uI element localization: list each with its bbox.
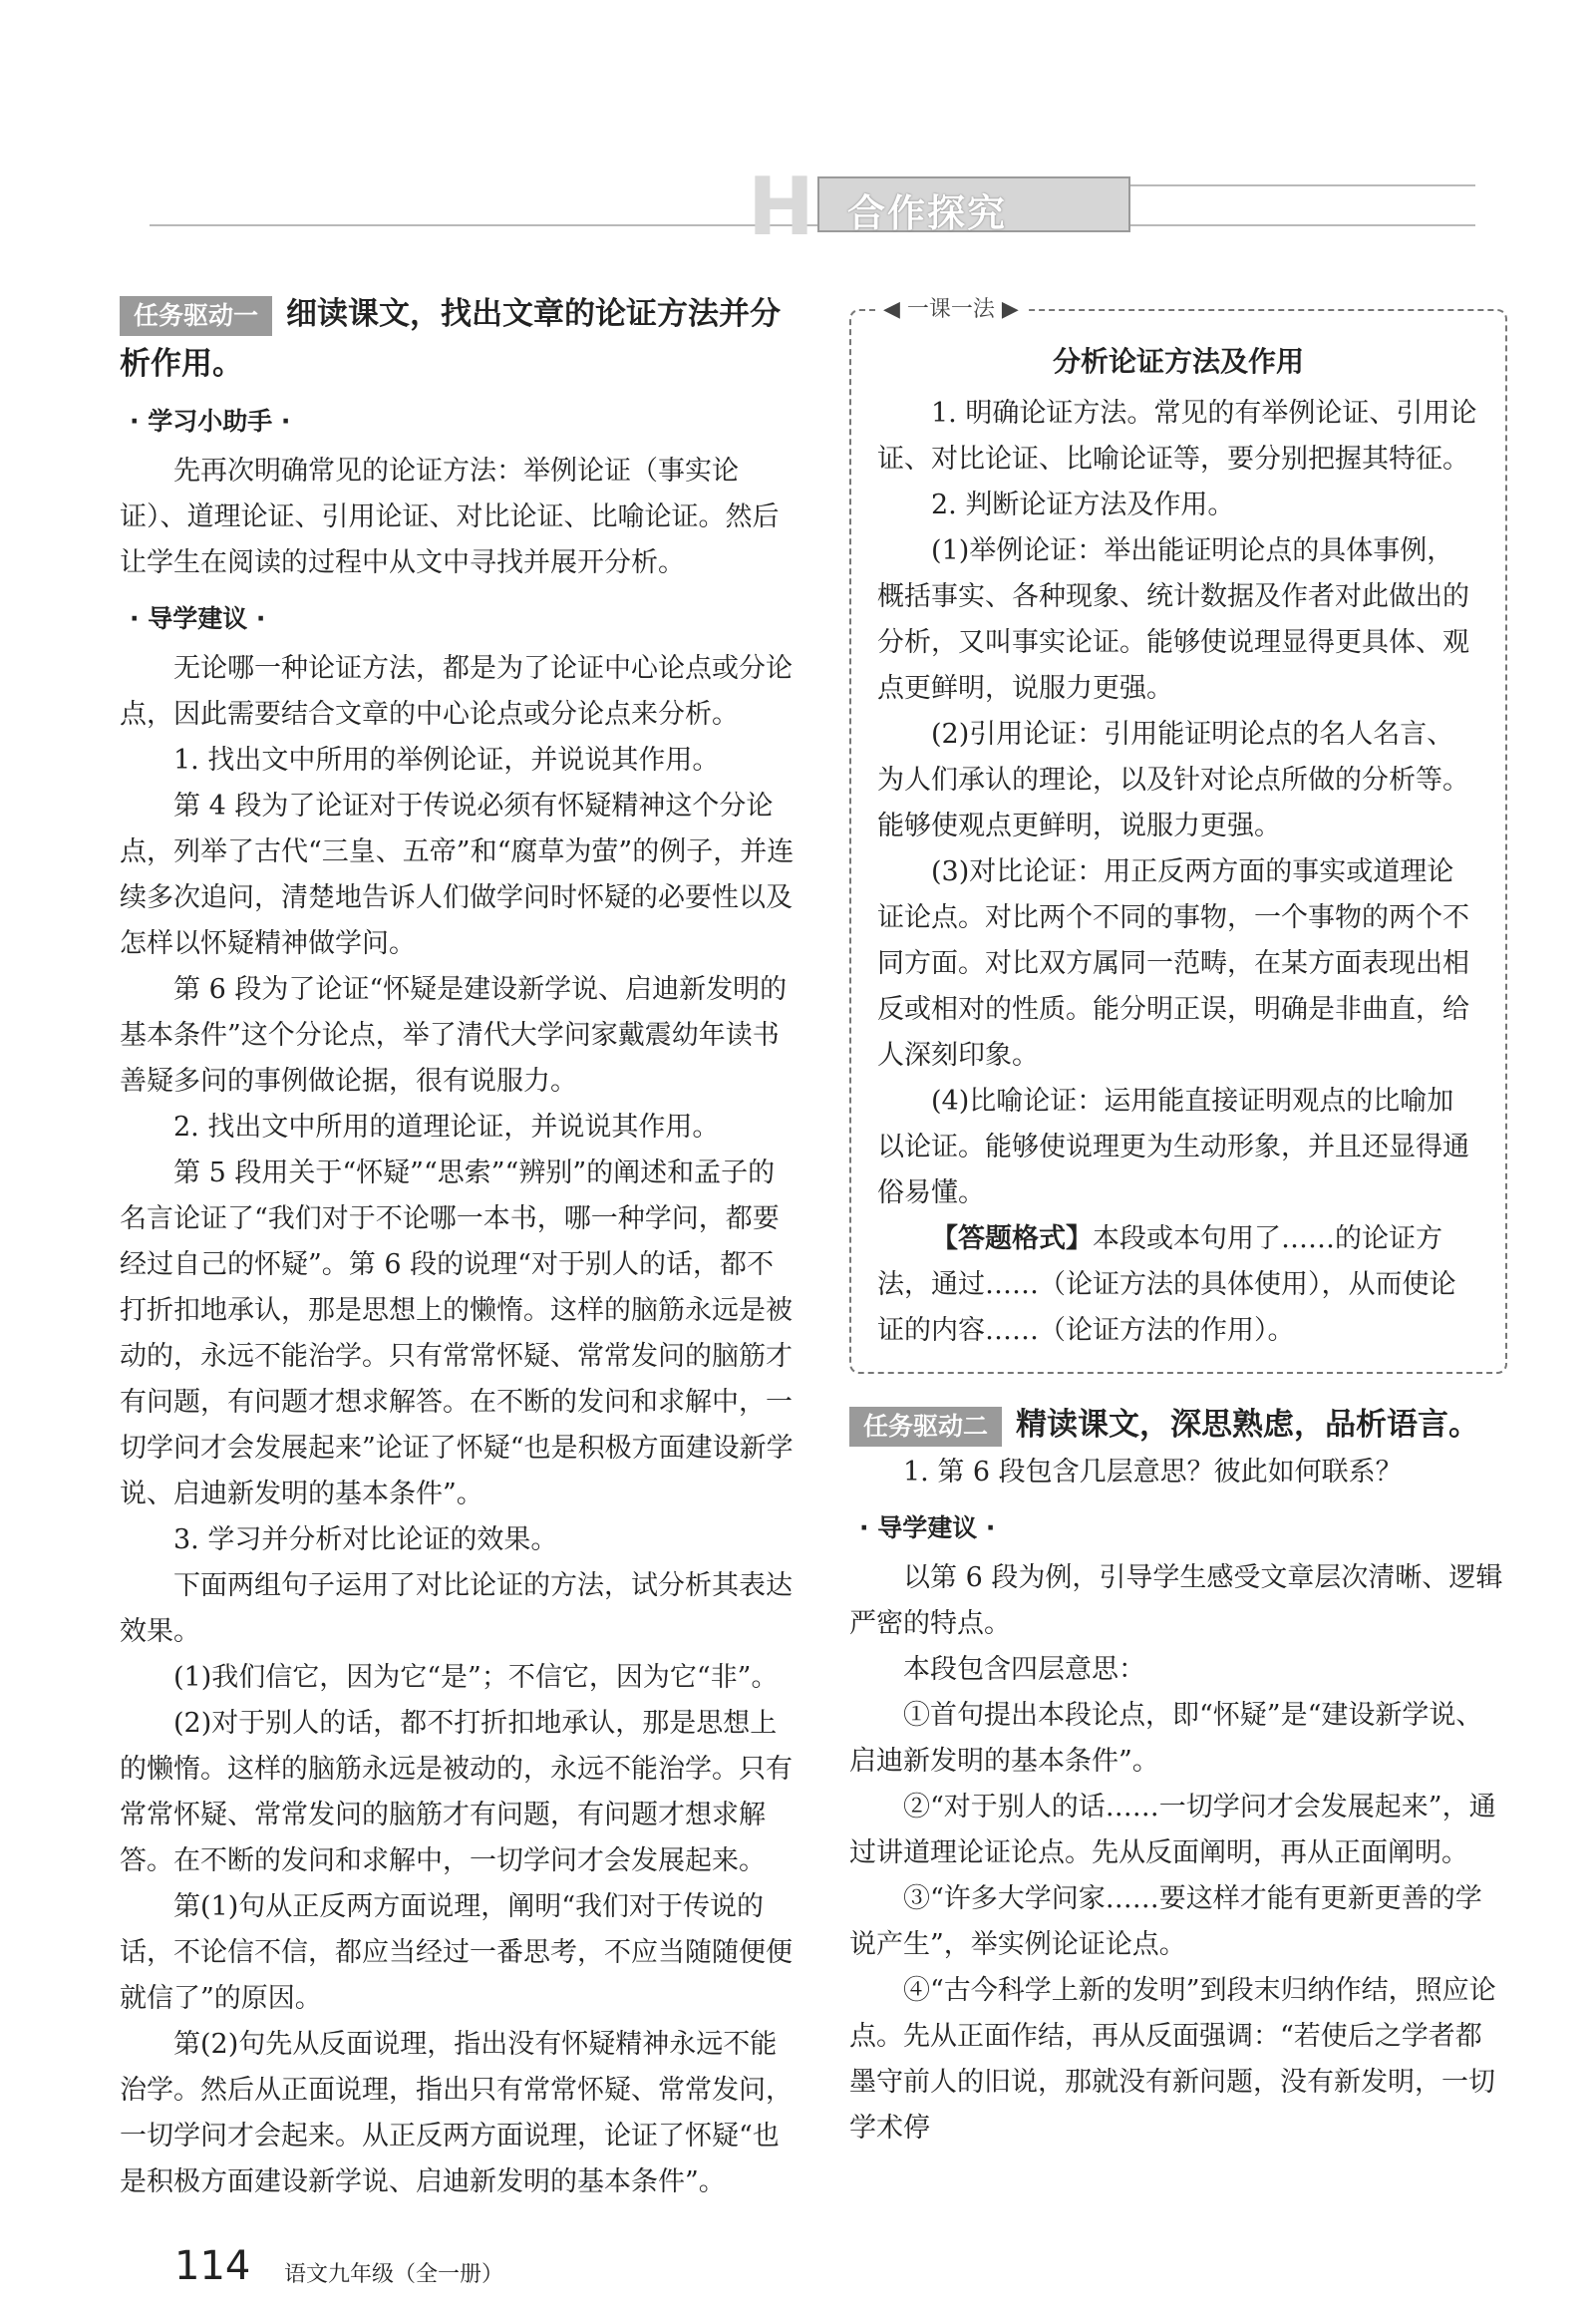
answer-1-b: 第 6 段为了论证“怀疑是建设新学说、启迪新发明的基本条件”这个分论点，举了清代大学问家戴震幼年读书善疑多问的事例做论据，很有说服力。 bbox=[120, 974, 788, 1097]
answer-3-a: 第(1)句从正反两方面说理，阐明“我们对于传说的话，不论信不信，都应当经过一番思考，不应当随随便便就信了”的原因。 bbox=[120, 1891, 793, 2014]
task2-guide-heading: · 导学建议 · bbox=[859, 1513, 996, 1542]
question-3-intro: 下面两组句子运用了对比论证的方法，试分析其表达效果。 bbox=[120, 1570, 793, 1647]
method-p6: (4)比喻论证：运用能直接证明观点的比喻加以论证。能够使说理更为生动形象，并且还显得通俗易懂。 bbox=[877, 1086, 1469, 1208]
section-header bbox=[150, 161, 1475, 253]
question-2: 2. 找出文中所用的道理论证，并说说其作用。 bbox=[173, 1112, 720, 1143]
task2-badge: 任务驱动二 bbox=[849, 1407, 1002, 1447]
task1-badge: 任务驱动一 bbox=[120, 296, 272, 336]
helper-text: 先再次明确常见的论证方法：举例论证（事实论证）、道理论证、引用论证、对比论证、比喻论证。然后让学生在阅读的过程中从文中寻找并展开分析。 bbox=[120, 456, 780, 578]
guide-text: 无论哪一种论证方法，都是为了论证中心论点或分论点，因此需要结合文章的中心论点或分论点来分析。 bbox=[120, 653, 793, 730]
answer-format-label: 【答题格式】 bbox=[931, 1223, 1093, 1254]
method-p5: (3)对比论证：用正反两方面的事实或道理论证论点。对比两个不同的事物，一个事物的两个不同方面。对比双方属同一范畴，在某方面表现出相反或相对的性质。能分明正误，明确是非曲直，给人深刻印象。 bbox=[877, 856, 1469, 1071]
left-column bbox=[120, 289, 798, 2205]
page-footer bbox=[174, 2243, 504, 2289]
method-box-tag: ◀ 一课一法 ▶ bbox=[875, 295, 1027, 325]
method-p1: 1. 明确论证方法。常见的有举例论证、引用论证、对比论证、比喻论证等，要分别把握其特征。 bbox=[877, 398, 1477, 475]
task2-guide-text: 以第 6 段为例，引导学生感受文章层次清晰、逻辑严密的特点。 bbox=[849, 1562, 1503, 1639]
answer-format bbox=[877, 1216, 1479, 1354]
task2-answer-intro: 本段包含四层意思： bbox=[903, 1654, 1145, 1685]
answer-3-b: 第(2)句先从反面说理，指出没有怀疑精神永远不能治学。然后从正面说理，指出只有常常怀疑、常常发问，一切学问才会起来。从正反两方面说理，论证了怀疑“也是积极方面建设新学说、启迪新发明的基本条件”。 bbox=[120, 2029, 793, 2197]
task2-heading bbox=[849, 1400, 1507, 1450]
method-p3: (1)举例论证：举出能证明论点的具体事例，概括事实、各种现象、统计数据及作者对此做出的分析，又叫事实论证。能够使说理显得更具体、观点更鲜明，说服力更强。 bbox=[877, 535, 1469, 704]
helper-heading: · 学习小助手 · bbox=[130, 407, 291, 436]
sentence-1: (1)我们信它，因为它“是”；不信它，因为它“非”。 bbox=[173, 1662, 779, 1693]
task2-answer-2: ②“对于别人的话……一切学问才会发展起来”，通过讲道理论证论点。先从反面阐明，再从正面阐明。 bbox=[849, 1792, 1496, 1868]
task2-title: 精读课文，深思熟虑，品析语言。 bbox=[1016, 1407, 1480, 1443]
task2-answer-4: ④“古今科学上新的发明”到段末归纳作结，照应论点。先从正面作结，再从反面强调：“若使后之学者都墨守前人的旧说，那就没有新问题，没有新发明，一切学术停 bbox=[849, 1975, 1496, 2144]
answer-format-text: 本段或本句用了……的论证方法，通过……（论证方法的具体使用），从而使论证的内容……（论证方法的作用）。 bbox=[877, 1223, 1456, 1346]
task1-heading bbox=[120, 289, 798, 389]
header-badge bbox=[748, 161, 1226, 253]
question-1: 1. 找出文中所用的举例论证，并说说其作用。 bbox=[173, 745, 720, 776]
method-box-title: 分析论证方法及作用 bbox=[1052, 345, 1304, 378]
answer-2: 第 5 段用关于“怀疑”“思索”“辨别”的阐述和孟子的名言论证了“我们对于不论哪一本书，哪一种学问，都要经过自己的怀疑”。第 6 段的说理“对于别人的话，都不打折扣地承认，那是思想上的懒惰。这样的脑筋永远是被动的，永远不能治学。只有常常怀疑、常常发问的脑筋才有问题，有问题才想求解答。在不断的发问和求解中，一切学问才会发展起来”论证了怀疑“也是积极方面建设新学说、启迪新发明的基本条件”。 bbox=[120, 1158, 794, 1509]
sentence-2: (2)对于别人的话，都不打折扣地承认，那是思想上的懒惰。这样的脑筋永远是被动的，永远不能治学。只有常常怀疑、常常发问的脑筋才有问题，有问题才想求解答。在不断的发问和求解中，一切学问才会发展起来。 bbox=[120, 1708, 793, 1876]
task2-answer-3: ③“许多大学问家……要这样才能有更新更善的学说产生”，举实例论证论点。 bbox=[849, 1883, 1482, 1960]
method-p4: (2)引用论证：引用能证明论点的名人名言、为人们承认的理论，以及针对论点所做的分析等。能够使观点更鲜明，说服力更强。 bbox=[877, 719, 1469, 841]
task2-question-1: 1. 第 6 段包含几层意思？彼此如何联系？ bbox=[903, 1457, 1403, 1488]
book-title: 语文九年级（全一册） bbox=[284, 2262, 504, 2287]
task1-title: 细读课文，找出文章的论证方法并分析作用。 bbox=[120, 296, 782, 382]
method-p2: 2. 判断论证方法及作用。 bbox=[931, 490, 1235, 520]
page-number: 114 bbox=[174, 2243, 251, 2289]
right-column bbox=[849, 289, 1507, 2152]
answer-1-a: 第 4 段为了论证对于传说必须有怀疑精神这个分论点，列举了古代“三皇、五帝”和“腐草为萤”的例子，并连续多次追问，清楚地告诉人们做学问时怀疑的必要性以及怎样以怀疑精神做学问。 bbox=[120, 791, 795, 959]
method-box bbox=[849, 297, 1507, 1374]
section-title: 合作探究 bbox=[847, 191, 1008, 235]
question-3: 3. 学习并分析对比论证的效果。 bbox=[173, 1524, 558, 1555]
guide-heading: · 导学建议 · bbox=[130, 604, 266, 633]
header-decor-letter: H bbox=[748, 161, 814, 253]
task2-answer-1: ①首句提出本段论点，即“怀疑”是“建设新学说、启迪新发明的基本条件”。 bbox=[849, 1700, 1483, 1777]
